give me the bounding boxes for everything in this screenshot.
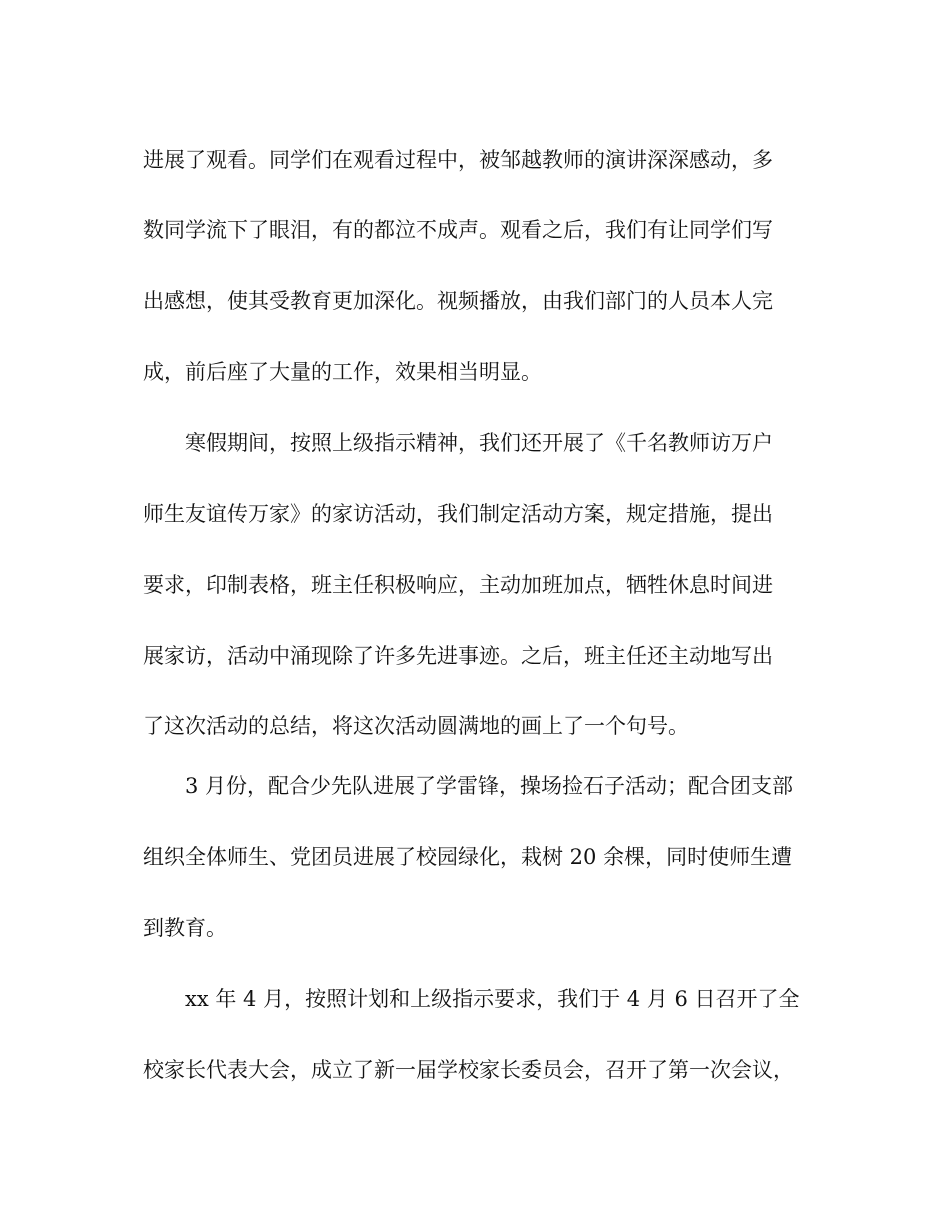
paragraph-line: 了这次活动的总结，将这次活动圆满地的画上了一个句号。 [143, 714, 689, 738]
paragraph-line: 出感想，使其受教育更加深化。视频播放，由我们部门的人员本人完 [143, 289, 773, 313]
paragraph-line: 进展了观看。同学们在观看过程中，被邹越教师的演讲深深感动，多 [143, 148, 773, 172]
paragraph-line: 数同学流下了眼泪，有的都泣不成声。观看之后，我们有让同学们写 [143, 218, 773, 242]
paragraph-line: 到教育。 [143, 916, 227, 940]
paragraph-line: 要求，印制表格，班主任积极响应，主动加班加点，牺牲休息时间进 [143, 573, 773, 597]
paragraph-line: 校家长代表大会，成立了新一届学校家长委员会，召开了第一次会议， [143, 1058, 794, 1082]
paragraph-line: 师生友谊传万家》的家访活动，我们制定活动方案，规定措施，提出 [143, 502, 773, 526]
paragraph-line: 组织全体师生、党团员进展了校园绿化，栽树 20 余棵，同时使师生遭 [143, 845, 793, 869]
paragraph-first-line: xx 年 4 月，按照计划和上级指示要求，我们于 4 月 6 日召开了全 [185, 987, 800, 1011]
paragraph-line: 成，前后座了大量的工作，效果相当明显。 [143, 360, 542, 384]
paragraph-first-line: 寒假期间，按照上级指示精神，我们还开展了《千名教师访万户 [185, 431, 773, 455]
paragraph-first-line: 3 月份，配合少先队进展了学雷锋，操场捡石子活动；配合团支部 [185, 774, 794, 798]
paragraph-line: 展家访，活动中涌现除了许多先进事迹。之后，班主任还主动地写出 [143, 644, 773, 668]
